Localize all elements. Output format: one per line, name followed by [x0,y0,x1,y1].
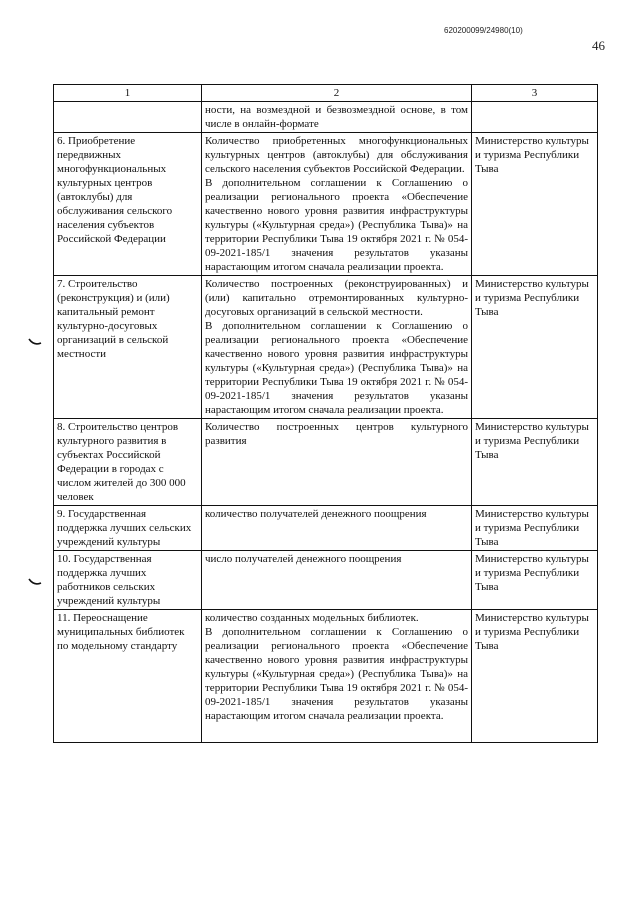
indicator-note: В дополнительном соглашении к Соглашению о реализации регионального проекта «Обеспечение качественно нового уровня развития инфраструктуры культуры («Культурная среда») (Республика Тыва)» на территории Республики Тыва 19 октября 2021 г. № 054-09-2021-185/1 значения результатов указаны нарастающим итогом сначала реализации проекта. [205,626,468,722]
check-mark-icon [28,578,42,586]
indicator-note: В дополнительном соглашении к Соглашению о реализации регионального проекта «Обеспечение качественно нового уровня развития инфраструктуры культуры («Культурная среда») (Республика Тыва)» на территории Республики Тыва 19 октября 2021 г. № 054-09-2021-185/1 значения результатов указаны нарастающим итогом сначала реализации проекта. [205,177,468,273]
indicator-cell [202,610,472,743]
indicator-text: количество получателей денежного поощрения [205,508,427,520]
indicator-cell [202,133,472,276]
indicator-cell [202,419,472,506]
table-row [54,610,598,743]
table-header-row [54,85,598,102]
table-row [54,276,598,419]
event-name-cell: 7. Строительство (реконструкция) и (или) капитальный ремонт культурно-досуговых организаций в сельской местности [54,276,202,419]
indicator-text: Количество приобретенных многофункциональных культурных центров (автоклубы) для обслуживания сельского населения субъектов Российской Федерации. [205,135,468,175]
event-name-cell: 11. Переоснащение муниципальных библиотек по модельному стандарту [54,610,202,743]
column-header: 2 [202,85,472,102]
indicator-text: количество созданных модельных библиотек. [205,612,419,624]
column-header: 1 [54,85,202,102]
indicator-cell [202,102,472,133]
event-name-cell: 10. Государственная поддержка лучших работников сельских учреждений культуры [54,551,202,610]
event-name-cell: 9. Государственная поддержка лучших сельских учреждений культуры [54,506,202,551]
responsible-cell: Министерство культуры и туризма Республики Тыва [472,610,598,743]
indicator-text: Количество построенных (реконструированных) и (или) капитально отремонтированных культурно-досуговых организаций в сельской местности. [205,278,468,318]
indicator-cell [202,551,472,610]
indicator-text: Количество построенных центров культурного развития [205,421,468,447]
event-name-cell: 6. Приобретение передвижных многофункциональных культурных центров (автоклубы) для обслуживания сельского населения субъектов Российской Федерации [54,133,202,276]
indicator-text: ности, на возмездной и безвозмездной основе, в том числе в онлайн-формате [205,104,468,130]
responsible-cell: Министерство культуры и туризма Республики Тыва [472,133,598,276]
responsible-cell: Министерство культуры и туризма Республики Тыва [472,419,598,506]
results-table [53,84,598,743]
responsible-cell: Министерство культуры и туризма Республики Тыва [472,551,598,610]
indicator-note: В дополнительном соглашении к Соглашению о реализации регионального проекта «Обеспечение качественно нового уровня развития инфраструктуры культуры («Культурная среда») (Республика Тыва)» на территории Республики Тыва 19 октября 2021 г. № 054-09-2021-185/1 значения результатов указаны нарастающим итогом сначала реализации проекта. [205,320,468,416]
indicator-cell [202,506,472,551]
table-row [54,506,598,551]
indicator-text: число получателей денежного поощрения [205,553,402,565]
check-mark-icon [28,338,42,346]
page-number: 46 [592,38,605,53]
responsible-cell: Министерство культуры и туризма Республики Тыва [472,506,598,551]
column-header: 3 [472,85,598,102]
document-code: 620200099/24980(10) [444,26,523,35]
indicator-cell [202,276,472,419]
table-row [54,133,598,276]
responsible-cell [472,102,598,133]
table-row [54,102,598,133]
event-name-cell: 8. Строительство центров культурного развития в субъектах Российской Федерации в городах с числом жителей до 300 000 человек [54,419,202,506]
table-row [54,551,598,610]
event-name-cell [54,102,202,133]
table-row [54,419,598,506]
responsible-cell: Министерство культуры и туризма Республики Тыва [472,276,598,419]
